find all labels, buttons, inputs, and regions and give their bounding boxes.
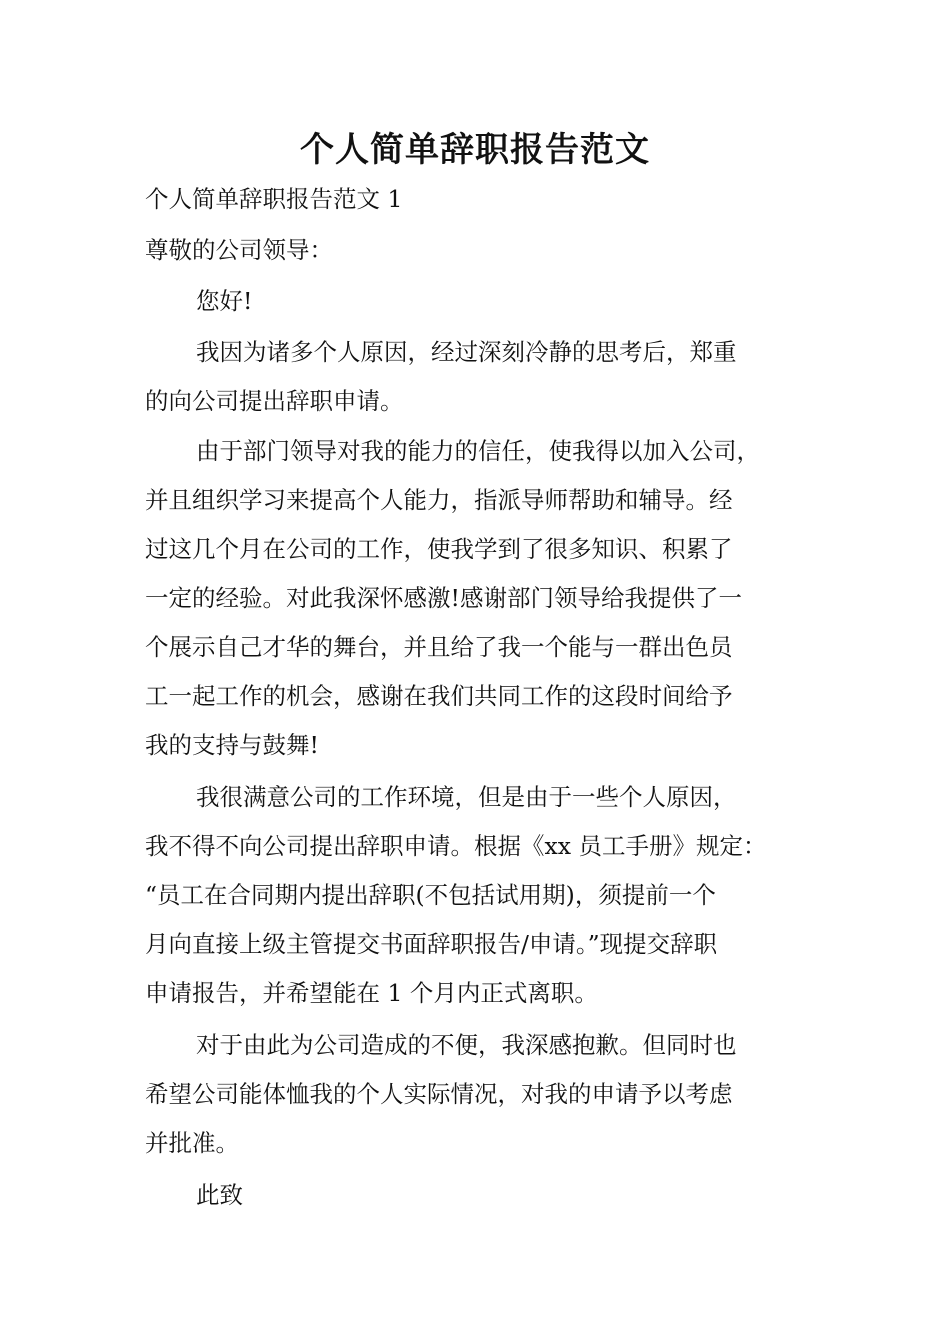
paragraph-4-line-1: 对于由此为公司造成的不便，我深感抱歉。但同时也 bbox=[196, 1031, 737, 1059]
paragraph-3-line-5: 申请报告，并希望能在 1 个月内正式离职。 bbox=[145, 979, 598, 1007]
document-subtitle: 个人简单辞职报告范文 1 bbox=[145, 185, 403, 213]
paragraph-2-line-6: 工一起工作的机会，感谢在我们共同工作的这段时间给予 bbox=[145, 682, 733, 710]
paragraph-4-line-3: 并批准。 bbox=[145, 1129, 239, 1157]
greeting: 您好! bbox=[196, 287, 253, 315]
paragraph-3-line-4: 月向直接上级主管提交书面辞职报告/申请。”现提交辞职 bbox=[145, 930, 718, 958]
paragraph-2-line-3: 过这几个月在公司的工作，使我学到了很多知识、积累了 bbox=[145, 535, 733, 563]
salutation: 尊敬的公司领导： bbox=[145, 236, 333, 264]
document-title: 个人简单辞职报告范文 bbox=[300, 130, 650, 170]
paragraph-1-line-1: 我因为诸多个人原因，经过深刻冷静的思考后，郑重 bbox=[196, 338, 737, 366]
paragraph-3-line-1: 我很满意公司的工作环境，但是由于一些个人原因， bbox=[196, 783, 737, 811]
paragraph-2-line-4: 一定的经验。对此我深怀感激!感谢部门领导给我提供了一 bbox=[145, 584, 742, 612]
paragraph-4-line-2: 希望公司能体恤我的个人实际情况，对我的申请予以考虑 bbox=[145, 1080, 733, 1108]
paragraph-3-line-3: “员工在合同期内提出辞职(不包括试用期)，须提前一个 bbox=[145, 881, 716, 909]
paragraph-2-line-2: 并且组织学习来提高个人能力，指派导师帮助和辅导。经 bbox=[145, 486, 733, 514]
paragraph-2-line-7: 我的支持与鼓舞! bbox=[145, 731, 319, 759]
paragraph-2-line-1: 由于部门领导对我的能力的信任，使我得以加入公司， bbox=[196, 437, 760, 465]
paragraph-1-line-2: 的向公司提出辞职申请。 bbox=[145, 387, 404, 415]
paragraph-2-line-5: 个展示自己才华的舞台，并且给了我一个能与一群出色员 bbox=[145, 633, 733, 661]
paragraph-3-line-2: 我不得不向公司提出辞职申请。根据《xx 员工手册》规定： bbox=[145, 832, 767, 860]
closing: 此致 bbox=[196, 1181, 243, 1209]
